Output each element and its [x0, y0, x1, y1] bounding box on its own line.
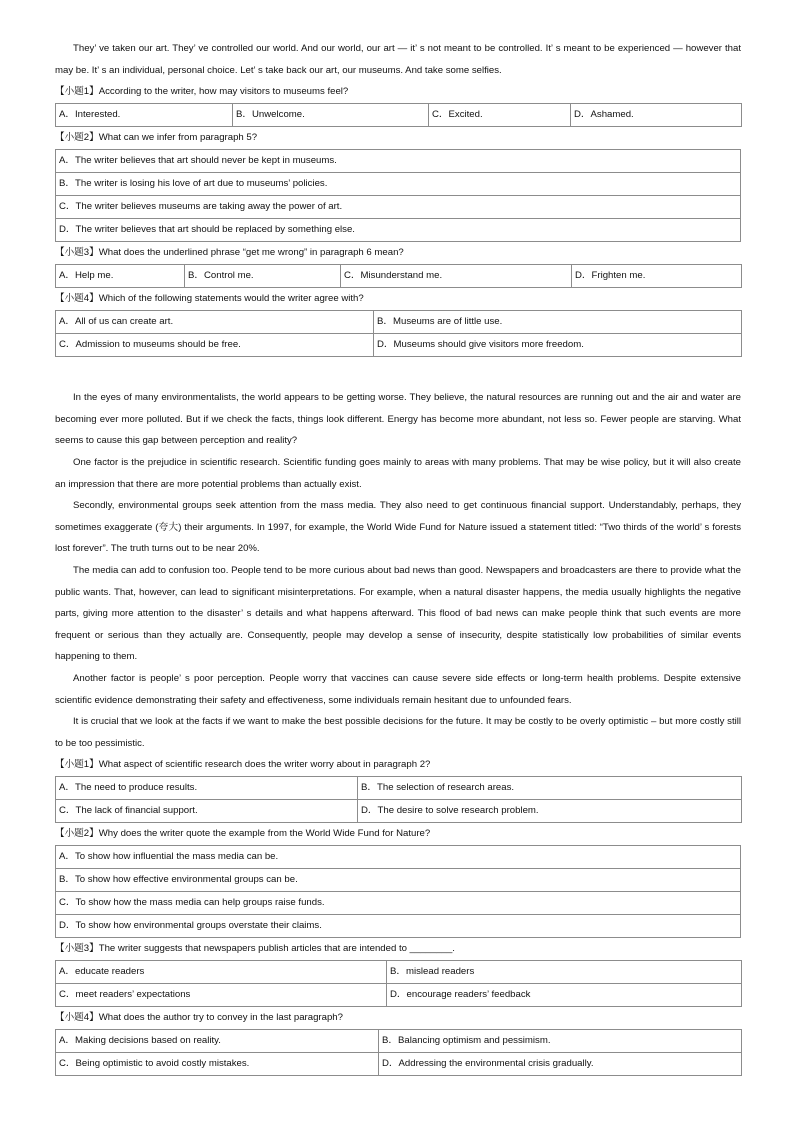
p2-question-3: 【小题3】The writer suggests that newspapers publish articles that are intended to ________. — [55, 943, 455, 955]
p1-q3-option-a[interactable]: A．Help me. — [56, 265, 185, 288]
p2-question-1: 【小题1】What aspect of scientific research does the writer worry about in paragraph 2? — [55, 759, 431, 771]
p1-q4-option-b[interactable]: B．Museums are of little use. — [374, 311, 742, 334]
p1-q2-option-d[interactable]: D．The writer believes that art should be replaced by something else. — [56, 219, 741, 242]
p2-q4-option-c[interactable]: C．Being optimistic to avoid costly mistakes. — [56, 1053, 379, 1076]
p2-q3-option-d[interactable]: D．encourage readers’ feedback — [387, 984, 742, 1007]
p2-q1-option-a[interactable]: A．The need to produce results. — [56, 777, 358, 800]
p2-q2-option-c[interactable]: C．To show how the mass media can help groups raise funds. — [56, 892, 741, 915]
p1-question-3: 【小题3】What does the underlined phrase “get me wrong” in paragraph 6 mean? — [55, 247, 404, 259]
passage2-paragraph-5: Another factor is people’ s poor perception. People worry that vaccines can cause severe side effects or long-term health problems. Despite extensive scientific evidence demonstrating their safety and effectiveness, some individuals remain hesitant due to unfounded fears. — [55, 672, 741, 706]
p1-q4-options — [55, 310, 742, 357]
p2-q3-option-c[interactable]: C．meet readers’ expectations — [56, 984, 387, 1007]
p1-q1-option-b[interactable]: B．Unwelcome. — [233, 104, 429, 127]
p2-q1-option-c[interactable]: C．The lack of financial support. — [56, 800, 358, 823]
p1-q1-options — [55, 103, 742, 127]
passage1-paragraph: They’ ve taken our art. They’ ve controlled our world. And our world, our art — it’ s not meant to be controlled. It’ s meant to be experienced — however that may be. It’ s an individual, personal choice. Let’ s take back our art, our museums. And take some selfies. — [55, 43, 741, 76]
p1-q3-option-b[interactable]: B．Control me. — [185, 265, 341, 288]
p1-q2-option-b[interactable]: B．The writer is losing his love of art due to museums’ policies. — [56, 173, 741, 196]
p2-q2-option-b[interactable]: B．To show how effective environmental groups can be. — [56, 869, 741, 892]
passage2-paragraph-3: Secondly, environmental groups seek attention from the mass media. They also need to get continuous financial support. Understandably, perhaps, they sometimes exaggerate (夸大) their arguments. In 1997, for example, the World Wide Fund for Nature issued a statement titled: “Two thirds of the world’ s forests lost forever”. The truth turns out to be near 20%. — [55, 500, 741, 555]
p2-q1-options — [55, 776, 742, 823]
p2-q3-option-a[interactable]: A．educate readers — [56, 961, 387, 984]
section-gap — [55, 357, 741, 387]
passage2-paragraph-1: In the eyes of many environmentalists, the world appears to be getting worse. They believe, the natural resources are running out and the air and water are becoming ever more polluted. But if we check the facts, things look different. Energy has become more abundant, not less so. Fewer people are starving. What seems to cause this gap between perception and reality? — [55, 392, 741, 447]
p2-q4-option-d[interactable]: D．Addressing the environmental crisis gradually. — [379, 1053, 742, 1076]
p2-q2-option-d[interactable]: D．To show how environmental groups overstate their claims. — [56, 915, 741, 938]
p2-q2-option-a[interactable]: A．To show how influential the mass media can be. — [56, 846, 741, 869]
passage2-paragraph-4: The media can add to confusion too. People tend to be more curious about bad news than good. Newspapers and broadcasters are there to provide what the public wants. That, however, can lead to significant misinterpretations. For example, when a natural disaster happens, the media usually highlights the negative parts, giving more attention to the disaster’ s details and what happens afterward. This flood of bad news can make people think that such events are more frequent or serious than they actually are. Consequently, people may develop a sense of insecurity, despite statistically low probabilities of similar events happening to them. — [55, 564, 741, 663]
p2-q4-option-b[interactable]: B．Balancing optimism and pessimism. — [379, 1030, 742, 1053]
p1-q1-option-c[interactable]: C．Excited. — [429, 104, 571, 127]
p1-q4-option-a[interactable]: A．All of us can create art. — [56, 311, 374, 334]
p1-question-2: 【小题2】What can we infer from paragraph 5? — [55, 132, 258, 144]
p1-q2-option-a[interactable]: A．The writer believes that art should never be kept in museums. — [56, 150, 741, 173]
p2-q4-option-a[interactable]: A．Making decisions based on reality. — [56, 1030, 379, 1053]
p2-q3-options — [55, 960, 742, 1007]
p1-q1-option-a[interactable]: A．Interested. — [56, 104, 233, 127]
p1-question-1: 【小题1】According to the writer, how may visitors to museums feel? — [55, 86, 349, 98]
passage2-paragraph-6: It is crucial that we look at the facts if we want to make the best possible decisions for the future. It may be costly to be overly optimistic – but more costly still to be too pessimistic. — [55, 716, 741, 749]
p1-q3-option-c[interactable]: C．Misunderstand me. — [341, 265, 572, 288]
p2-q4-options — [55, 1029, 742, 1076]
p1-q2-option-c[interactable]: C．The writer believes museums are taking away the power of art. — [56, 196, 741, 219]
p1-q3-option-d[interactable]: D．Frighten me. — [572, 265, 742, 288]
p2-q3-option-b[interactable]: B．mislead readers — [387, 961, 742, 984]
p1-q4-option-c[interactable]: C．Admission to museums should be free. — [56, 334, 374, 357]
p1-q3-options — [55, 264, 742, 288]
p2-question-4: 【小题4】What does the author try to convey in the last paragraph? — [55, 1012, 343, 1024]
p1-question-4: 【小题4】Which of the following statements would the writer agree with? — [55, 293, 364, 305]
p2-question-2: 【小题2】Why does the writer quote the example from the World Wide Fund for Nature? — [55, 828, 431, 840]
passage2-paragraph-2: One factor is the prejudice in scientific research. Scientific funding goes mainly to areas with many problems. That may be wise policy, but it will also create an impression that there are more potential problems than actually exist. — [55, 456, 741, 490]
p1-q4-option-d[interactable]: D．Museums should give visitors more freedom. — [374, 334, 742, 357]
p2-q2-options — [55, 845, 741, 938]
p1-q1-option-d[interactable]: D．Ashamed. — [571, 104, 742, 127]
document-page — [55, 38, 741, 1076]
p2-q1-option-b[interactable]: B．The selection of research areas. — [358, 777, 742, 800]
p2-q1-option-d[interactable]: D．The desire to solve research problem. — [358, 800, 742, 823]
p1-q2-options — [55, 149, 741, 242]
